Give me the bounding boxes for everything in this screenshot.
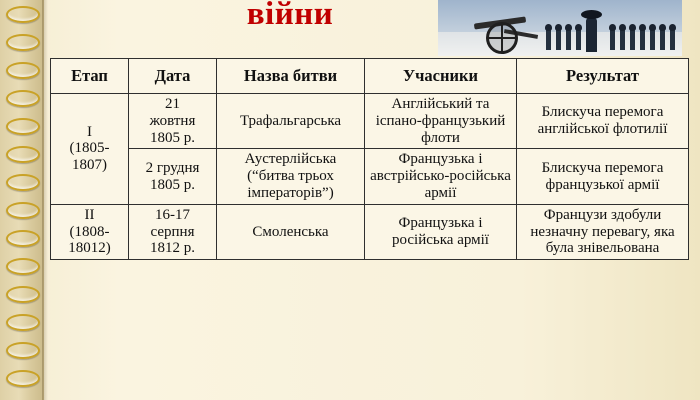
page-title: війни: [246, 0, 334, 32]
date-line: 16-17: [155, 206, 190, 223]
napoleonic-battery-illustration: [438, 0, 682, 56]
stage-cell-2: [51, 204, 129, 259]
battles-table: [50, 58, 689, 260]
stage-years-start: (1805-: [69, 140, 110, 157]
battle-cell: Трафальгарська: [217, 94, 365, 149]
soldier-figure: [620, 30, 625, 50]
stage-years-end: 1807): [72, 157, 107, 174]
participants-cell: Французька і австрійсько-російська армії: [365, 149, 517, 204]
soldier-figure: [546, 30, 551, 50]
spiral-ring: [6, 62, 40, 79]
column-header-battle: Назва битви: [217, 59, 365, 94]
stage-roman: I: [87, 123, 92, 140]
table-row: [51, 149, 689, 204]
date-line: жовтня: [149, 112, 196, 129]
table-row: [51, 94, 689, 149]
cannon-icon: [468, 14, 538, 44]
result-cell: Блискуча перемога англійської флотилії: [517, 94, 689, 149]
officer-figure: [586, 18, 597, 52]
soldier-figure: [660, 30, 665, 50]
soldier-figure: [670, 30, 675, 50]
spiral-ring: [6, 146, 40, 163]
battles-table-wrapper: [50, 58, 688, 260]
participants-cell: Французька і російська армії: [365, 204, 517, 259]
column-header-result: Результат: [517, 59, 689, 94]
spiral-rings: [0, 0, 48, 400]
stage-years-end: 18012): [68, 240, 111, 257]
date-cell: [129, 204, 217, 259]
result-cell: Французи здобули незначну перевагу, яка була знівельована: [517, 204, 689, 259]
soldier-figure: [576, 30, 581, 50]
spiral-ring: [6, 314, 40, 331]
spiral-ring: [6, 342, 40, 359]
spiral-ring: [6, 230, 40, 247]
spiral-ring: [6, 370, 40, 387]
soldier-figure: [556, 30, 561, 50]
spiral-ring: [6, 174, 40, 191]
spiral-ring: [6, 90, 40, 107]
spiral-ring: [6, 286, 40, 303]
date-line: 1812 р.: [150, 240, 195, 257]
soldier-figure: [610, 30, 615, 50]
column-header-etap: Етап: [51, 59, 129, 94]
column-header-participants: Учасники: [365, 59, 517, 94]
participants-cell: Англійський та іспано-французький флоти: [365, 94, 517, 149]
soldier-figure: [650, 30, 655, 50]
stage-roman: II: [84, 206, 95, 223]
spiral-ring: [6, 202, 40, 219]
stage-years-start: (1808-: [69, 223, 110, 240]
soldier-figure: [640, 30, 645, 50]
result-cell: Блискуча перемога французької армії: [517, 149, 689, 204]
column-header-data: Дата: [129, 59, 217, 94]
table-row: [51, 204, 689, 259]
table-header-row: [51, 59, 689, 94]
spiral-ring: [6, 118, 40, 135]
spiral-ring: [6, 6, 40, 23]
date-line: 21: [165, 96, 180, 112]
date-cell: [129, 94, 217, 149]
soldier-figure: [566, 30, 571, 50]
battle-cell: Смоленська: [217, 204, 365, 259]
soldier-figure: [630, 30, 635, 50]
date-line: серпня: [150, 223, 195, 240]
spiral-ring: [6, 258, 40, 275]
spiral-ring: [6, 34, 40, 51]
battle-cell: Аустерлійська (“битва трьох імператорів”): [217, 149, 365, 204]
stage-cell-1: [51, 94, 129, 205]
date-line: 1805 р.: [150, 176, 195, 193]
date-cell: [129, 149, 217, 204]
date-line: 2 грудня: [145, 159, 200, 176]
date-line: 1805 р.: [150, 129, 195, 146]
